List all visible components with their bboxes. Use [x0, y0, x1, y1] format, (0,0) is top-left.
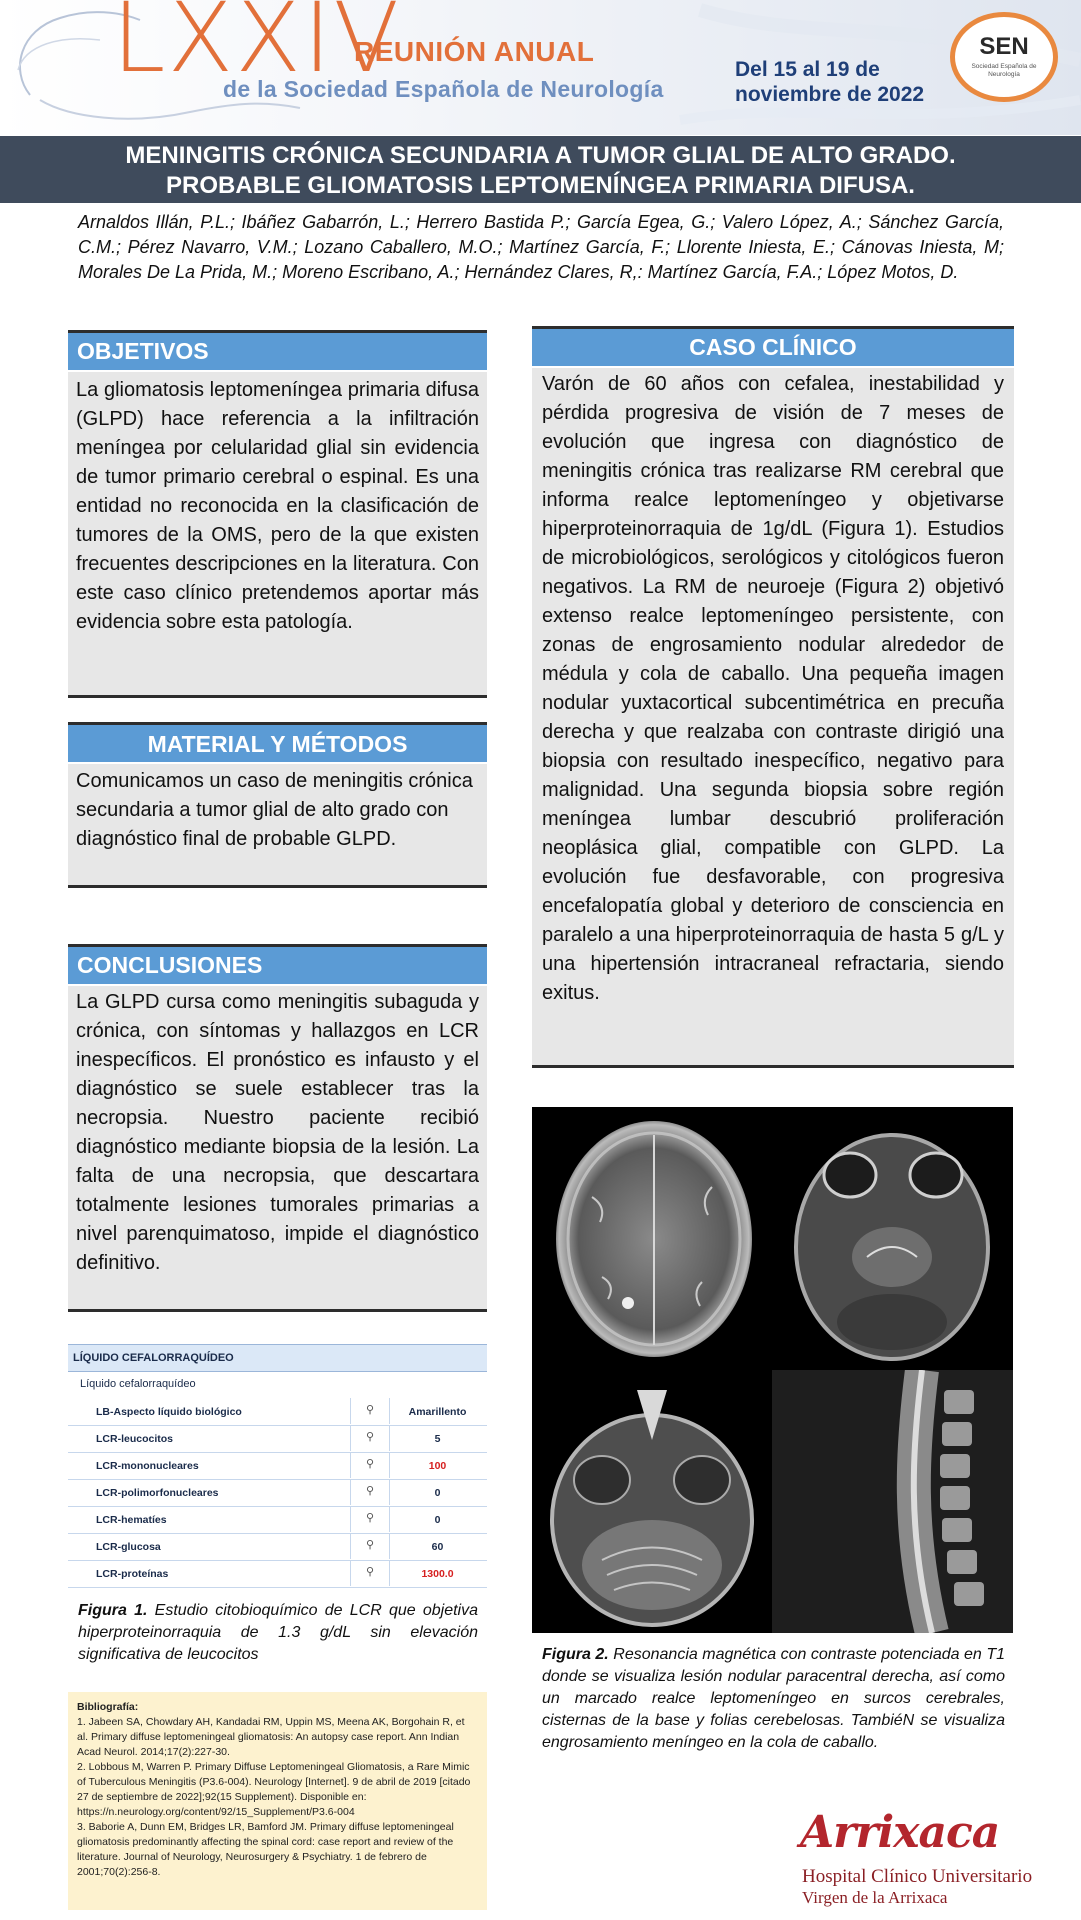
title-line-1: MENINGITIS CRÓNICA SECUNDARIA A TUMOR GLIAL DE ALTO GRADO. [125, 142, 956, 169]
lab-table-row [68, 1506, 487, 1534]
lab-row-name: LB-Aspecto líquido biológico [96, 1406, 242, 1418]
conclusiones-heading: CONCLUSIONES [68, 944, 487, 984]
lab-row-name: LCR-leucocitos [96, 1433, 174, 1445]
bibliography-item: 2. Lobbous M, Warren P. Primary Diffuse Leptomeningeal Gliomatosis, a Rare Mimic of Tuberculous Meningitis (P3.6-004). Neurology [Internet]. 9 de abril de 2019 [citado 27 de septiembre de 2022];92(15 Supplement). Disponible en: https://n.neurology.org/content/92/15_Supplement/P3.6-004 [77, 1761, 471, 1818]
mri-axial-orbits [772, 1107, 1013, 1370]
lab-table-title: LÍQUIDO CEFALORRAQUÍDEO [68, 1344, 487, 1372]
lab-table-row [68, 1560, 487, 1588]
lab-table-row [68, 1398, 487, 1426]
objetivos-heading: OBJETIVOS [68, 330, 487, 370]
figure-1-caption [78, 1600, 478, 1666]
magnifier-icon[interactable]: ⚲ [350, 1425, 390, 1451]
lab-table-subtitle: Líquido cefalorraquídeo [80, 1378, 196, 1390]
bibliography-item: 1. Jabeen SA, Chowdary AH, Kandadai RM, Uppin MS, Meena AK, Borgohain R, et al. Primary diffuse leptomeningeal gliomatosis: An autopsy case report. Ann Indian Acad Neurol. 2014;17(2):227-30. [77, 1716, 465, 1758]
meeting-dates [735, 57, 924, 107]
sen-logo-text: Sociedad Española de Neurología [971, 63, 1037, 78]
lab-row-name: LCR-mononucleares [96, 1460, 199, 1472]
figure-1-label: Figura 1. [78, 1602, 148, 1619]
bibliography-item: 3. Baborie A, Dunn EM, Bridges LR, Bamford JM. Primary diffuse leptomeningeal gliomatosis predominantly affecting the spinal cord: case report and review of the literature. Journal of Neurology, Neurosurgery & Psychiatry. 1 de febrero de 2001;70(2):256-8. [77, 1821, 454, 1878]
mri-sagittal-spine [772, 1370, 1013, 1633]
lab-row-value: 0 [434, 1487, 441, 1499]
magnifier-icon[interactable]: ⚲ [350, 1452, 390, 1478]
material-body: Comunicamos un caso de meningitis crónica secundaria a tumor glial de alto grado con diagnóstico final de probable GLPD. [68, 764, 487, 888]
lab-table-row [68, 1452, 487, 1480]
material-heading: MATERIAL Y MÉTODOS [68, 722, 487, 762]
figure-2-caption [542, 1644, 1005, 1754]
sen-logo [950, 12, 1058, 102]
bibliography [68, 1692, 487, 1910]
dates-line-1: Del 15 al 19 de [735, 58, 880, 81]
mri-figure [532, 1107, 1013, 1633]
lab-row-value: Amarillento [408, 1406, 467, 1418]
objetivos-body: La gliomatosis leptomeníngea primaria difusa (GLPD) hace referencia a la infiltración meníngea por celularidad glial sin evidencia de tumor primario cerebral o espinal. Es una entidad no reconocida en la clasificación de tumores de la OMS, pero de la que existen frecuentes descripciones en la literatura. Con este caso clínico pretendemos aportar más evidencia sobre esta patología. [68, 372, 487, 698]
mri-axial-vertex [532, 1107, 772, 1370]
caso-clinico-body: Varón de 60 años con cefalea, inestabilidad y pérdida progresiva de visión de 7 meses de evolución que ingresa con diagnóstico de meningitis crónica tras realizarse RM cerebral que informa realce leptomeníngeo y objetivarse hiperproteinorraquia de 1g/dL (Figura 1). Estudios de microbiológicos, serológicos y citológicos fueron negativos. La RM de neuroeje (Figura 2) objetivó extenso realce leptomeníngeo persistente, con zonas de engrosamiento nodular alrededor de médula y cola de caballo. Una pequeña imagen nodular yuxtacortical subcentimétrica en precuña derecha y que realzaba con contraste dirigió una biopsia con resultado inespecífico, negativo para malignidad. Una segunda biopsia sobre región meníngea lumbar descubrió proliferación neoplásica glial, compatible con GLPD. La evolución fue desfavorable, con progresiva encefalopatía global y deterioro de consciencia en paralelo a una hiperproteinorraquia de hasta 5 g/L y una hipertensión intracraneal refractaria, siendo exitus. [532, 368, 1014, 1068]
magnifier-icon[interactable]: ⚲ [350, 1398, 390, 1424]
sen-logo-abbr: SEN [979, 33, 1029, 60]
lab-row-value: 1300.0 [421, 1568, 454, 1580]
conclusiones-body: La GLPD cursa como meningitis subaguda y crónica, con síntomas y hallazgos en LCR inespecíficos. El pronóstico es infausto y el diagnóstico se suele establecer tras la necropsia. Nuestro paciente recibió diagnóstico mediante biopsia de la lesión. La falta de una necropsia, que descartara totalmente lesiones tumorales primarias a nivel parenquimatoso, impide el diagnóstico definitivo. [68, 986, 487, 1312]
bibliography-title: Bibliografía: [77, 1701, 139, 1713]
lab-row-name: LCR-proteínas [96, 1568, 169, 1580]
csf-lab-table [68, 1344, 487, 1590]
authors-list: Arnaldos Illán, P.L.; Ibáñez Gabarrón, L.; Herrero Bastida P.; García Egea, G.; Valero López, A.; Sánchez García, C.M.; Pérez Navarro, V.M.; Lozano Caballero, M.O.; Martínez García, F.; Llorente Iniesta, E.; Cánovas Iniesta, M; Morales De La Prida, M.; Moreno Escribano, A.; Hernández Clares, R,: Martínez García, F.A.; López Motos, D. [78, 212, 1004, 282]
lab-table-row [68, 1533, 487, 1561]
lab-row-value: 60 [431, 1541, 444, 1553]
poster-title [0, 136, 1081, 203]
hospital-name-line-1: Hospital Clínico Universitario [802, 1866, 1033, 1887]
lab-row-name: LCR-polimorfonucleares [96, 1487, 219, 1499]
lab-row-name: LCR-hematíes [96, 1514, 167, 1526]
magnifier-icon[interactable]: ⚲ [350, 1533, 390, 1559]
mri-axial-posterior-fossa [532, 1370, 772, 1633]
edition-numeral: LXXIV [112, 0, 401, 94]
meeting-name: REUNIÓN ANUAL [354, 36, 595, 67]
figure-1-text: Estudio citobioquímico de LCR que objetiva hiperproteinorraquia de 1.3 g/dL sin elevación significativa de leucocitos [78, 1602, 479, 1663]
lab-table-row [68, 1425, 487, 1453]
society-name: de la Sociedad Española de Neurología [223, 76, 664, 102]
figure-2-label: Figura 2. [542, 1646, 609, 1663]
lab-row-value: 100 [428, 1460, 447, 1472]
magnifier-icon[interactable]: ⚲ [350, 1506, 390, 1532]
conference-header [0, 0, 1081, 135]
figure-2-text: Resonancia magnética con contraste potenciada en T1 donde se visualiza lesión nodular paracentral derecha, así como un marcado realce leptomeníngeo en surcos cerebrales, cisternas de la base y folias cerebelosas. TambiéN se visualiza engrosamiento meníngeo en la cola de caballo. [542, 1646, 1005, 1751]
lab-row-value: 0 [434, 1514, 441, 1526]
magnifier-icon[interactable]: ⚲ [350, 1560, 390, 1586]
lab-row-name: LCR-glucosa [96, 1541, 161, 1553]
arrixaca-logo: Arrixaca [800, 1807, 1000, 1858]
lab-row-value: 5 [434, 1433, 441, 1445]
dates-line-2: noviembre de 2022 [735, 83, 925, 106]
title-line-2: PROBABLE GLIOMATOSIS LEPTOMENÍNGEA PRIMARIA DIFUSA. [166, 172, 915, 199]
caso-clinico-heading: CASO CLÍNICO [532, 326, 1014, 366]
lab-table-row [68, 1479, 487, 1507]
magnifier-icon[interactable]: ⚲ [350, 1479, 390, 1505]
hospital-name-line-2: Virgen de la Arrixaca [802, 1888, 948, 1907]
